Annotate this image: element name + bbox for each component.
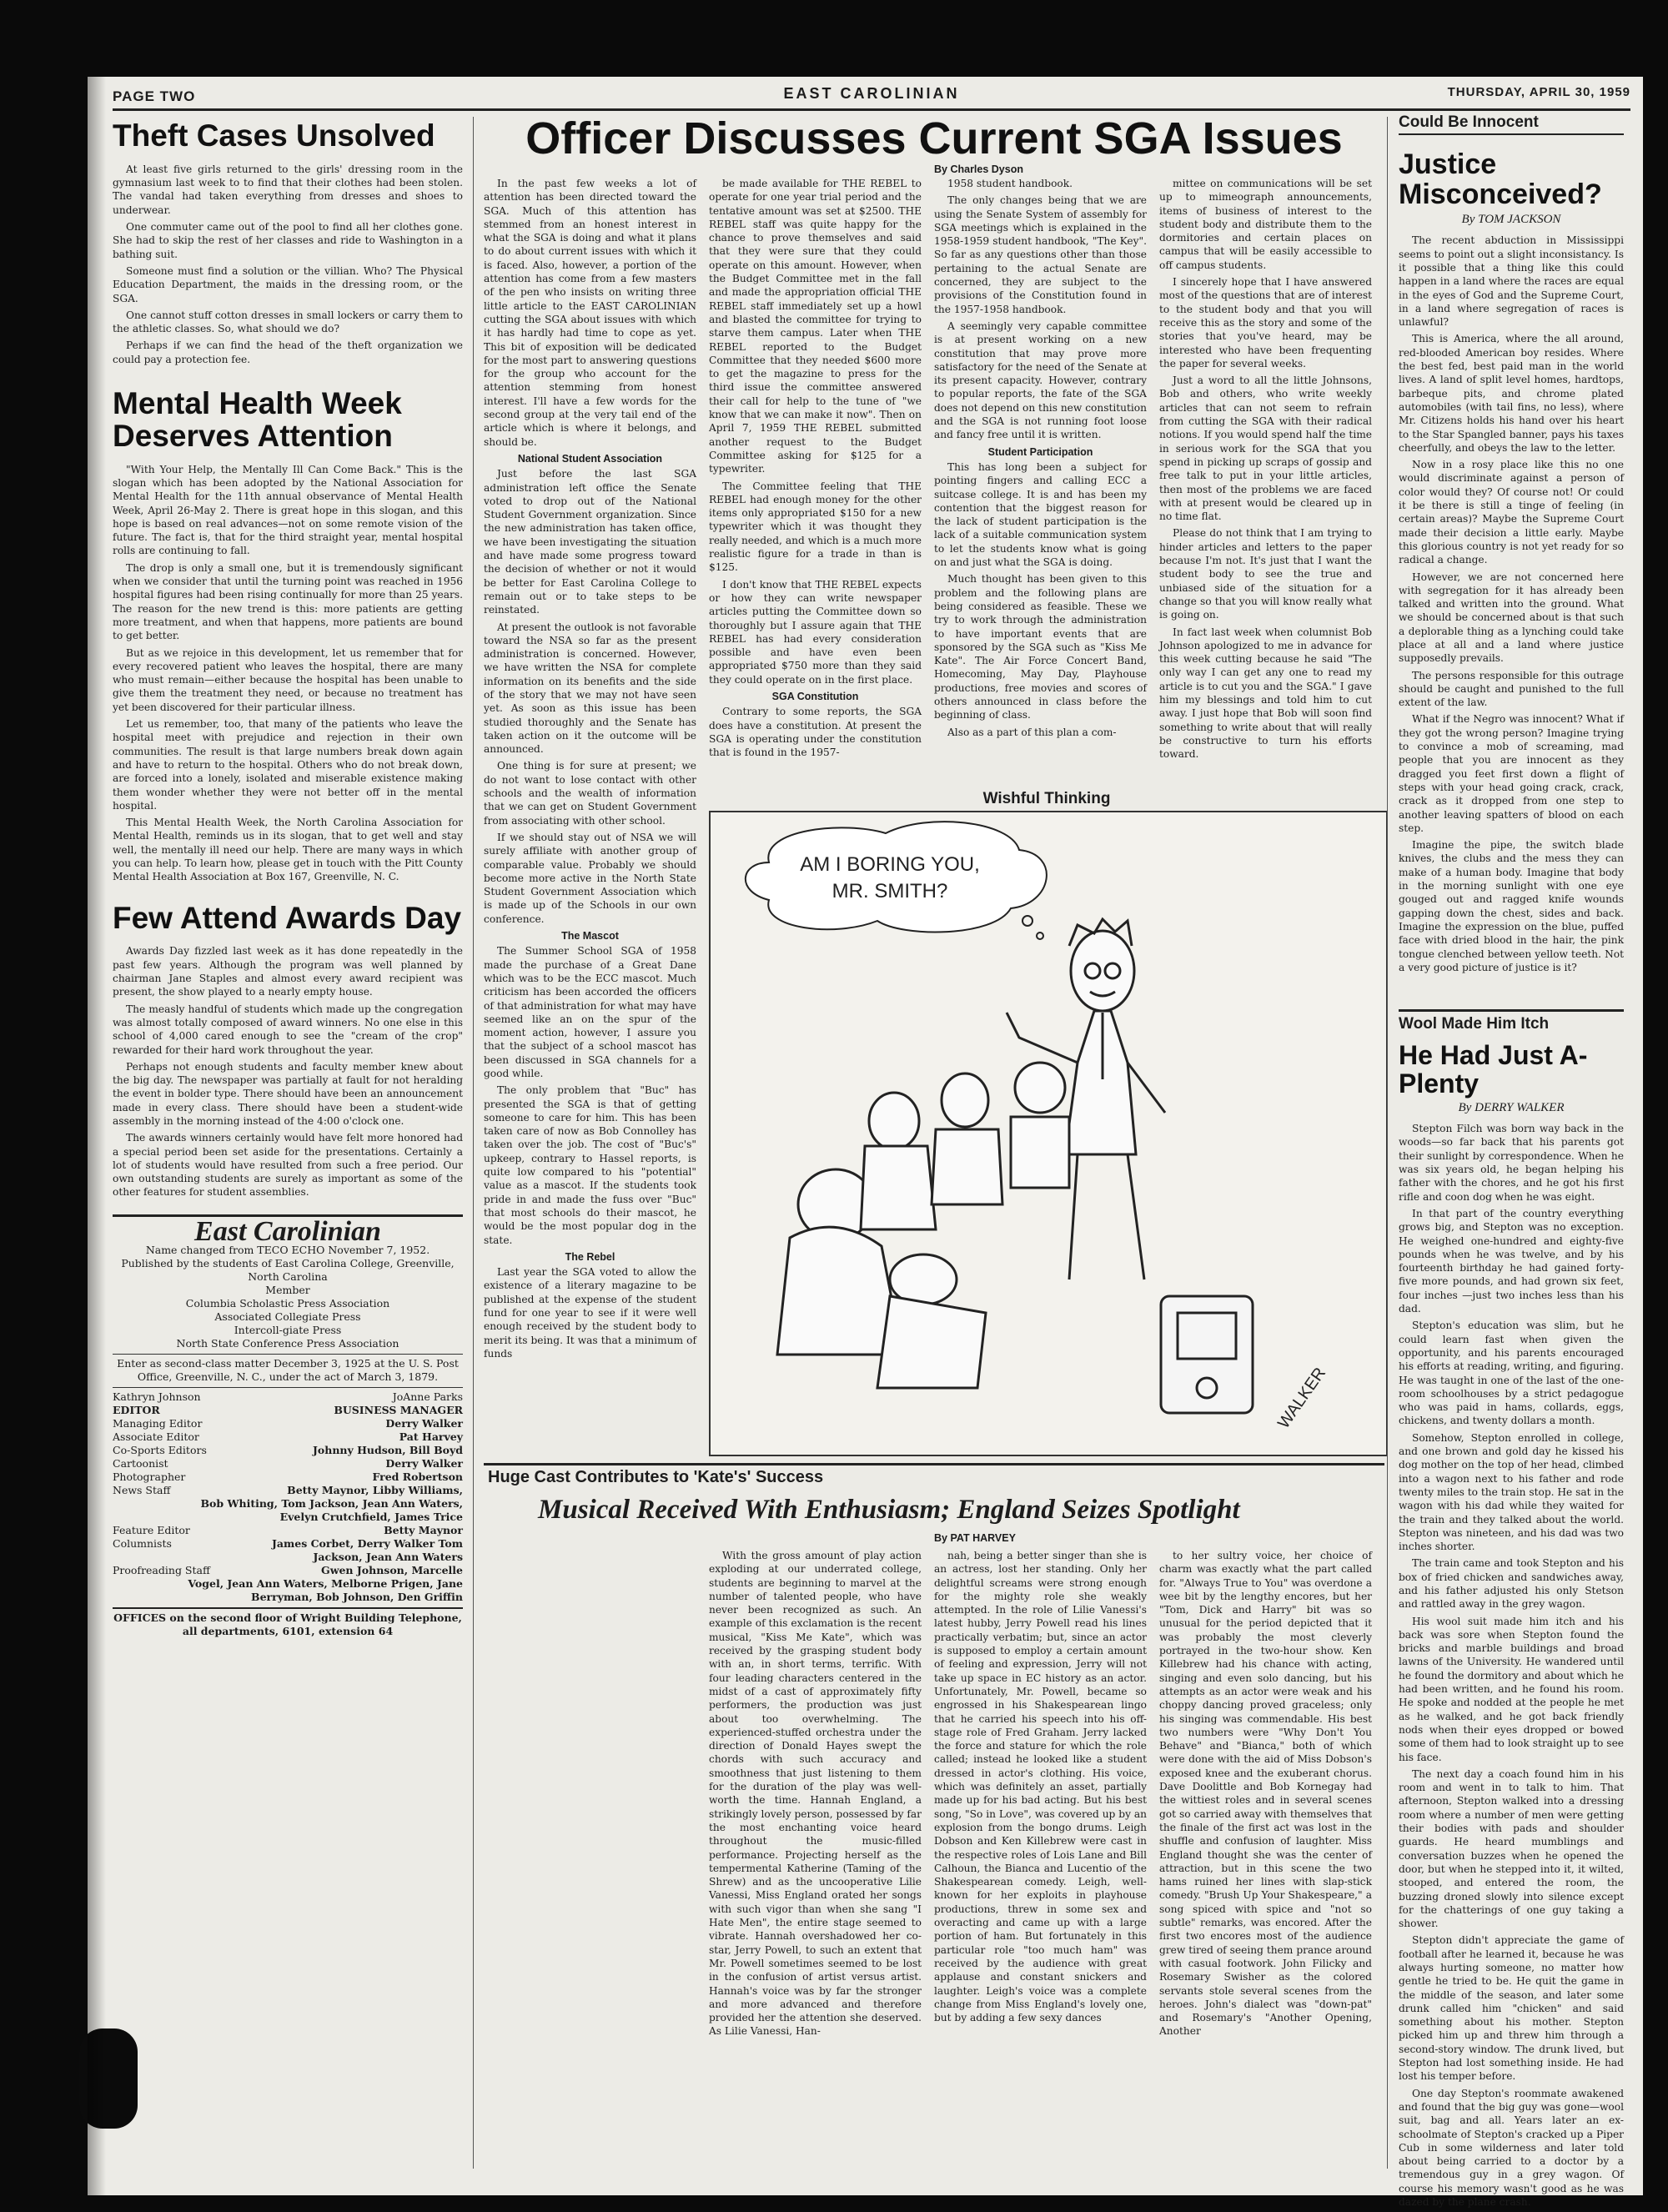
staff-row: [113, 1457, 463, 1470]
awards-para: The awards winners certainly would have felt more honored had a special period been set aside for the presentations. Certainly a lot of students would have resulted from such a free period. Our own outstanding students are surely as important as some of the other features for student assemblies.: [113, 1132, 463, 1199]
staff-name: Jackson, Jean Ann Waters: [313, 1550, 463, 1563]
staff-name: Berryman, Bob Johnson, Den Griffin: [251, 1590, 463, 1603]
justice-para: What if the Negro was innocent? What if they got the wrong person? Imagine trying to convince a mob of screaming, mad people that you are innocent as they dragged you feet first down a flight of steps with your head going crack, crack, crack as it dropped from one step to another leaving spatters of blood on each step.: [1399, 713, 1624, 834]
staff-row: [113, 1444, 463, 1457]
musical-rule: [484, 1463, 1384, 1465]
wool-para: The next day a coach found him in his room and went in to talk to him. That afternoon, Stepton walked into a dressing room where a number of men were getting their bodies with pads and shoulder guards. He heard mumblings and conversation buzzes when he opened the door, but when he stepped into it, it wilted, stooped, and entered the room, the buzzing droned slowly into silence except for the chatterings of one guy taking a shower.: [1399, 1767, 1624, 1930]
wool-kicker: Wool Made Him Itch: [1399, 1009, 1624, 1033]
mental-para: Let us remember, too, that many of the patients who leave the hospital meet with prejudice and rejection in their own communities. The result is that large numbers break down again and have to return to the hospital. Others who do not break down, are forced into a lonely, isolated and miserable existence making them wonder whether they were not better off in the mental hospital.: [113, 718, 463, 812]
justice-para: Now in a rosy place like this no one would discriminate against a person of color would they? Of course not! Or could it be there is still a tinge of feeling (in certain areas)? Maybe the Supreme Court made their decision a little early. Maybe this glorious country is not yet ready for so radical a change.: [1399, 459, 1624, 566]
staff-name: Vogel, Jean Ann Waters, Melborne Prigen, Jane: [188, 1576, 463, 1590]
staff-box-line: Published by the students of East Carolina College, Greenville, North Carolina: [121, 1256, 455, 1283]
sga-para: Much thought has been given to this problem and the following plans are being considered as feasible. These we try to work through the administration to have important events that are sponsored by the SGA such as "Kiss Me Kate". The Air Force Concert Band, Homecoming, May Day, Playhouse productions, free movies and scores of others announced in class before the beginning of class.: [934, 573, 1147, 721]
justice-para: Imagine the pipe, the switch blade knives, the clubs and the mess they can make of a human body. Imagine that body in the morning sunlight with one eye gouged out and ragged knife wounds gapping down the chest, sides and back. Imagine the expression on the blue, puffed face with dried blood in the hair, the pink tongue clenched between yellow teeth. Not a very good picture of justice is it?: [1399, 839, 1624, 973]
justice-para: The persons responsible for this outrage should be caught and punished to the full extent of the law.: [1399, 669, 1624, 709]
editor-name: Kathryn Johnson: [113, 1390, 201, 1403]
staff-box-line: North State Conference Press Association: [176, 1336, 399, 1350]
staff-role: Photographer: [113, 1470, 186, 1483]
staff-role: Feature Editor: [113, 1523, 190, 1536]
column-divider: [1387, 117, 1388, 2169]
awards-headline: Few Attend Awards Day: [113, 900, 462, 935]
staff-role: News Staff: [113, 1483, 171, 1496]
theft-headline: Theft Cases Unsolved: [113, 118, 435, 153]
wool-byline: By DERRY WALKER: [1458, 1101, 1565, 1115]
justice-headline: Justice Misconceived?: [1399, 148, 1602, 210]
cartoon-panel: [709, 811, 1388, 1456]
staff-name: Johnny Hudson, Bill Boyd: [312, 1443, 463, 1456]
staff-box-line: Name changed from TECO ECHO November 7, 1952.: [145, 1243, 430, 1256]
staff-name: Derry Walker: [385, 1416, 463, 1430]
staff-row: [113, 1524, 463, 1537]
issue-date: THURSDAY, APRIL 30, 1959: [1447, 85, 1630, 99]
theft-para: At least five girls returned to the girls' dressing room in the gymnasium last week to to find that their clothes had been stolen. The vandal had taken everything from dresses and shoes to underwear.: [113, 163, 463, 216]
staff-name: Betty Maynor: [384, 1523, 463, 1536]
theft-para: One commuter came out of the pool to find all her clothes gone. She had to skip the rest of her classes and ride to Washington in a bathing suit.: [113, 221, 463, 260]
staff-row: [113, 1497, 463, 1511]
theft-para: One cannot stuff cotton dresses in small lockers or carry them to the athletic classes. So, what should we do?: [113, 309, 463, 335]
awards-para: Perhaps not enough students and faculty member knew about the big day. The newspaper was partially at fault for not heralding the event in bolder type. There should have been an announcement made in every class. There should have been a student-wide assembly in the morning instead of the 4:00 o'clock one.: [113, 1060, 463, 1127]
staff-box-line: Intercoll-giate Press: [234, 1323, 342, 1336]
staff-name: Evelyn Crutchfield, James Trice: [279, 1510, 463, 1523]
staff-row: [113, 1591, 463, 1604]
staff-name: Betty Maynor, Libby Williams,: [287, 1483, 463, 1496]
sga-column-2: [709, 177, 922, 819]
students-group: [777, 1063, 1069, 1388]
sga-para: One thing is for sure at present; we do not want to lose contact with other schools and the wealth of information that we can get on Student Government from associating with other school.: [484, 760, 696, 827]
staff-role: Cartoonist: [113, 1456, 168, 1470]
musical-column-3: [1159, 1549, 1372, 2191]
speech-bubble: [746, 822, 1047, 932]
wool-para: Somehow, Stepton enrolled in college, and one brown and gold day he kissed his dog mother on the top of her head, climbed into a wagon next to his father and rode twenty miles to the train stop. He sat in the wagon with his dad while they waited for the train and they talked about the world. Stepton was nineteen, and his dad was two inches shorter.: [1399, 1431, 1624, 1553]
wool-para: Stepton Filch was born way back in the woods—so far back that his parents got their sunlight by correspondence. When he was six years old, he began helping his father with the chores, and he got his first rifle and coon dog when he was eight.: [1399, 1123, 1624, 1203]
justice-para: The recent abduction in Mississippi seems to point out a slight inconsistancy. Is it possible that a thing like this could happen in a land where the races are equal in the eyes of God and the Supreme Court, in a land where segregation of races is unlawful?: [1399, 234, 1624, 329]
musical-kicker: Huge Cast Contributes to 'Kate's' Success: [488, 1468, 824, 1486]
sga-para: I don't know that THE REBEL expects or how they can write newspaper articles putting the Committee down so thoroughly but I assure again that THE REBEL has had every consideration possible and have even been appropriated $750 more than they said they could operate on in the first place.: [709, 578, 922, 686]
sga-headline: Officer Discusses Current SGA Issues: [525, 113, 1343, 163]
sga-para: At present the outlook is not favorable toward the NSA so far as the present administration is concerned. However, we have written the NSA for complete information on its benefits and the side of the story that we may not have seen yet. As soon as this issue has been studied thoroughly and the Senate has taken action on it the outcome will be announced.: [484, 621, 696, 756]
wool-headline: He Had Just A-Plenty: [1399, 1040, 1588, 1098]
awards-para: Awards Day fizzled last week as it has done repeatedly in the past few years. Although the program was well planned by chairman Jane Staples and almost every award recipient was present, the show played to a nearly empty house.: [113, 945, 463, 998]
mental-headline: Mental Health Week Deserves Attention: [113, 386, 402, 453]
musical-byline: By PAT HARVEY: [934, 1532, 1016, 1544]
page-edge-shadow: [88, 77, 106, 2195]
musical-text: With the gross amount of play action exploding at our underrated college, students are beginning to marvel at the number of talented people, who have never been recognized as such. An example of this exclamation is the recent musical, "Kiss Me Kate", which was received by the grasping student body with an, in short terms, terrific. With four leading characters centered in the midst of a cast of approximately fifty performers, the production was just about too overwhelming. The experienced-stuffed orchestra under the direction of Donald Hayes swept the chords with such accuracy and smoothness that just listening to them for the duration of the play was well-worth the time. Hannah England, a strikingly lovely person, possessed by far the most enchanting voice heard throughout the music-filled performance. Projecting herself as the tempermental Katherine (Taming of the Shrew) and as the uncooperative Lilie Vanessi, Miss England orated her songs with such vigor than when she sang "I Hate Men", the entire stage seemed to vibrate. Hannah overshadowed her co-star, Jerry Powell, to such an extent that Mr. Powell sometimes seemed to be lost in the confusion of artist versus artist. Hannah's voice was by far the stronger and more advanced and therefore provided her the attention she deserved. As Lilie Vanessi, Han-: [709, 1550, 922, 2038]
staff-box-line: Columbia Scholastic Press Association: [185, 1296, 390, 1310]
speech-text-line2: MR. SMITH?: [831, 880, 948, 902]
staff-name: Pat Harvey: [399, 1430, 463, 1443]
header-rule: [113, 108, 1630, 111]
radio-box: [1161, 1296, 1253, 1413]
sga-para: I sincerely hope that I have answered most of the questions that are of interest to the student body and that you will receive this as the story and some of the stories that you've heard, may be interested who have been frequenting the paper for several weeks.: [1159, 276, 1372, 370]
page-header: [113, 85, 1630, 107]
sga-column-4: [1159, 177, 1372, 819]
sga-para: Last year the SGA voted to allow the existence of a literary magazine to be published at the expense of the student fund for one year to see if it were well enough received by the student body to merit its being. It was that a minimum of funds: [484, 1266, 696, 1360]
wool-para: One day Stepton's roommate awakened and found that the big guy was gone—wool suit, bag and all. Years later an ex-schoolmate of Stepton's cracked up a Piper Cub in some wilderness and later told about being carried to a doctor by a tremendous guy in a grey wagon. Of course his memory wasn't good as he was dazed by the plane crash.: [1399, 2087, 1624, 2209]
staff-row: [113, 1511, 463, 1524]
staff-row: [113, 1577, 463, 1591]
wool-para: His wool suit made him itch and his back was sore when Stepton found the bricks and marble buildings and broad lawns of the University. He wandered until he found the dormitory and about which he had been written, and he found his room. He spoke and nodded at the people he met as he walked, and he got back friendly nods when their eyes dropped or bowed some of them had to look straight up to see his face.: [1399, 1615, 1624, 1763]
sga-para: The only changes being that we are using the Senate System of assembly for SGA meetings which is explained in the 1958-1959 student handbook, "The Key". So far as any questions other than those pertaining to the actual Senate are concerned, they are subject to the provisions of the Constitution found in the 1957-1958 handbook.: [934, 194, 1147, 315]
sga-para: The Summer School SGA of 1958 made the purchase of a Great Dane which was to be the ECC mascot. Much criticism has been accorded the officers of that administration for what may have seemed like an on the spur of the moment action, however, I assure you that the subject of a school mascot has been discussed in SGA channels for a good while.: [484, 945, 696, 1079]
staff-role: Co-Sports Editors: [113, 1443, 207, 1456]
staff-name: Derry Walker: [385, 1456, 463, 1470]
staff-row: [113, 1484, 463, 1497]
cartoon-signature: WALKER: [1274, 1364, 1330, 1432]
sga-byline: By Charles Dyson: [934, 163, 1023, 175]
editor-title: EDITOR: [113, 1403, 160, 1416]
sga-column-1: [484, 177, 696, 1482]
sga-para: Just a word to all the little Johnsons, Bob and others, who write weekly articles that can not seem to refrain from cutting the SGA with their radical notions. If you would spend half the time in serious work for the SGA that you spend in picking up scraps of gossip and free talk to put in your little articles, then most of the problems we are faced with at present would be cleared up in no time flat.: [1159, 375, 1372, 523]
sga-para: In the past few weeks a lot of attention has been directed toward the SGA. Much of this attention has stemmed from an honest interest in what the SGA is doing and what it plans to do about current issues with which it is faced. Also, however, a portion of the attention has come from a few masters of the pen who insists on writing three little article to the EAST CAROLINIAN cutting the SGA about issues with which it has hardly had time to cope as yet. This bit of exposition will be dedicated for the most part to answering questions for the group who account for the attention stemming from honest interest. I'll have a few words for the second group at the very tail end of the article which is where it belongs, and should be.: [484, 178, 696, 448]
sga-subhead: The Mascot: [561, 930, 619, 943]
staff-role: Managing Editor: [113, 1416, 203, 1430]
wool-body: [1399, 1122, 1624, 2209]
staff-box-line: Member: [265, 1283, 310, 1296]
sga-para: The Committee feeling that THE REBEL had enough money for the other items only appropriated $150 for a new typewriter which it was thought they really needed, and which is a much more realistic figure for a trade in than is $125.: [709, 480, 922, 574]
staff-name: James Corbet, Derry Walker Tom: [272, 1536, 463, 1550]
page-label: PAGE TWO: [113, 88, 196, 104]
justice-para: This is America, where the all around, red-blooded American boy resides. Where the best fed, best paid man in the world lives. A land of split level homes, hardtops, barbeque pits, and chrome plated automobiles (with tail fins, no less), where Mr. Citizens holds his hand over his heart to the Star Spangled banner, pays his taxes cheerfully, and obeys the law to the letter.: [1399, 333, 1624, 454]
sga-subhead: National Student Association: [517, 452, 663, 465]
justice-kicker: Could Be Innocent: [1399, 113, 1624, 135]
sga-para: Please do not think that I am trying to hinder articles and letters to the paper because I'm not. It's just that I want the student body to see the true and unbiased side of the situation for a change so that you will know really what is going on.: [1159, 527, 1372, 621]
staff-box-line: Associated Collegiate Press: [214, 1310, 361, 1323]
wool-para: In that part of the country everything grows big, and Stepton was no exception. He weighed one-hundred and eighty-five pounds when he was twelve, and by his fourteenth birthday he had gained forty-five more pounds, and had grown six feet, four inches —just two inches less than his dad.: [1399, 1207, 1624, 1315]
justice-article: [1399, 234, 1624, 974]
sga-para: be made available for THE REBEL to operate for one year trial period and the tentative amount was set at $2500. THE REBEL staff was quite happy for the chance to prove themselves and said that they were sure that they could operate on this amount. However, when the Budget Committee met in the fall and made the appropriation official THE REBEL staff immediately set up a howl and blasted the committee for trying to starve them campus. Later when THE REBEL reported to the Budget Committee that they needed $600 more to get the magazine to press for the third issue the committee answered their call for help to the tune of "we know that we can make it now". Then on April 7, 1959 THE REBEL submitted another request to the Budget Committee asking for $125 for a typewriter.: [709, 178, 922, 475]
sga-para: This has long been a subject for pointing fingers and calling ECC a suitcase college. It is and has been my contention that the biggest reason for the lack of student participation is the lack of a suitable communication system to let the students know what is going on and just what the SGA is doing.: [934, 460, 1147, 569]
staff-role: Associate Editor: [113, 1430, 199, 1443]
speech-text-line1: AM I BORING YOU,: [800, 853, 980, 876]
wool-para: Stepton's education was slim, but he could learn fast when given the opportunity, and his parents encouraged his efforts at reading, writing, and figuring. He was taught in one of the last of the one-room schoolhouses by a strict pedagogue who was paid in hams, collards, eggs, chickens, and twenty dollars a month.: [1399, 1320, 1624, 1427]
mental-para: But as we rejoice in this development, let us remember that for every recovered patient who leaves the hospital, there are many who must remain—either because the hospital has been unable to give them the treatment they need, or because no treatment has yet been discovered for their particular illness.: [113, 646, 463, 713]
awards-article: [113, 944, 463, 1199]
sga-para: Also as a part of this plan a com-: [947, 726, 1117, 738]
wool-article: [1399, 1009, 1624, 2209]
staff-box-title: East Carolinian: [194, 1215, 381, 1247]
justice-para: However, we are not concerned here with segregation for it has already been talked and written into the ground. What we should be concerned about is that such a deplorable thing as a lynching could take place at all and a land where justice supposedly prevails.: [1399, 571, 1624, 665]
staff-row: [113, 1417, 463, 1430]
sga-subhead: The Rebel: [565, 1250, 615, 1263]
sga-subhead: SGA Constitution: [771, 690, 859, 702]
sga-para: The only problem that "Buc" has presented the SGA is that of getting someone to care for him. This has been taken care of now as Bob Connolley has taken over the job. The cost of "Buc's" upkeep, contrary to Hassel reports, is quite low compared to his "potential" value as a mascot. If the students took pride in and made the fuss over "Buc" that most schools do their mascot, he would be the most popular dog in the state.: [484, 1084, 696, 1246]
column-divider: [473, 117, 474, 2169]
sga-subhead: Student Participation: [987, 445, 1093, 458]
sga-para: If we should stay out of NSA we will surely affiliate with another group of comparable value. Probably we should become more active in the North State Student Government Association which is made up of the Schools in our own conference.: [484, 831, 696, 925]
sga-para: Contrary to some reports, the SGA does have a constitution. At present the SGA is operating under the constitution that is found in the 1957-: [709, 706, 922, 759]
sga-column-3: [934, 177, 1147, 819]
staff-name: Gwen Johnson, Marcelle: [321, 1563, 463, 1576]
staff-name: Bob Whiting, Tom Jackson, Jean Ann Waters,: [200, 1496, 463, 1510]
sga-para: Just before the last SGA administration left office the Senate voted to drop out of the National Student Government organization. Since the new administration has taken office, we have been investigating the situation and have made some progress toward the decision of whether or not it would be better for East Carolina College to remain out or to take steps to be reinstated.: [484, 468, 696, 616]
justice-byline: By TOM JACKSON: [1461, 213, 1561, 227]
awards-para: The measly handful of students which made up the congregation was almost totally composed of award winners. No one else in this school of 4,000 cared enough to see the "cream of the crop" rewarded for their hard work throughout the year.: [113, 1003, 463, 1056]
sga-para: In fact last week when columnist Bob Johnson apologized to me in advance for this week cutting because he said "The only way I can get any one to read my article is to cut you and the SGA." I gave him my blessings and told him to cut away. I just hope that Bob will soon find something to write about that will really be constructive to turn his efforts toward.: [1159, 626, 1372, 761]
musical-text: to her sultry voice, her choice of charm was exactly what the part called for. "Always True to You" was overdone a wee bit by the lengthy encores, but her "Tom, Dick and Harry" bit was so unusual for the period depicted that it was probably the most cleverly portrayed in the two-hour show. Ken Killebrew had his chance with acting, singing and even solo dancing, but his attempts as an actor were weak and his choppy dancing proved graceless; only his singing was commendable. His best two numbers were "Why Don't You Behave" and "Bianca," both of which were done with the aid of Miss Dobson's exposed knee and the exuberant chorus. Dave Doolittle and Bob Kornegay had the wittiest roles and in several scenes got so carried away with themselves that the finale of the first act was lost in the shuffle and confusion of laughter. Miss England thought she was the center of attraction, but in this scene the two hams ruined her lines with slap-stick comedy. "Brush Up Your Shakespeare," a song spiced with spice and "not so subtle" remarks, was encored. After the first two encores most of the audience grew tired of seeing them prance around with casual footwork. John Filicky and Rosemary Swisher as the colored servants stole several scenes from the heroes. John's dialect was "down-pat" and Rosemary's "Another Opening, Another: [1159, 1550, 1372, 2038]
mental-para: This Mental Health Week, the North Carolina Association for Mental Health, reminds us in its slogan, that to get well and stay well, the mentally ill need our help. There are many ways in which you can help. To learn how, please get in touch with the Pitt County Mental Health Association at Box 167, Greenville, N. C.: [113, 817, 463, 883]
staff-box-line: Enter as second-class matter December 3, 1925 at the U. S. Post Office, Greenville, N. C., under the act of March 3, 1879.: [113, 1354, 463, 1384]
cartoon-title: Wishful Thinking: [982, 790, 1111, 807]
newspaper-page: [88, 77, 1643, 2209]
sga-para: mittee on communications will be set up to mimeograph announcements, items of business of interest to the student body and distribute them to the dormitories and certain places on campus that will be easily accessible to off campus students.: [1159, 178, 1372, 271]
staff-name: Fred Robertson: [372, 1470, 463, 1483]
staff-row: [113, 1470, 463, 1484]
left-editorial-column: [113, 117, 463, 2177]
staff-role: Proofreading Staff: [113, 1563, 210, 1576]
theft-article: [113, 163, 463, 366]
paper-name: EAST CAROLINIAN: [783, 85, 960, 102]
musical-headline: Musical Received With Enthusiasm; England Seizes Spotlight: [538, 1495, 1240, 1525]
musical-text: nah, being a better singer than she is an actress, lost her standing. Only her delightful screams were strong enough for the mighty role she weakly attempted. In the role of Lilie Vanessi's latest hubby, Jerry Powell read his lines practically verbatim; but, since an actor is supposed to employ a certain amount of feeling and expression, Jerry will not take up space in EC history as an actor. Unfortunately, Mr. Powell, became so engrossed in his Shakespearean lingo that he carried his speech into his off-stage role of Fred Graham. Jerry lacked the force and stature for which the role called; instead he looked like a student dressed in actor's clothing. His voice, which was definitely an asset, partially made up for his bad acting. But his best song, "So in Love", was covered up by an explosion from the bongo drums. Leigh Dobson and Ken Killebrew were cast in the respective roles of Lois Lane and Bill Calhoun, the Bianca and Lucentio of the Shakespearean comedy. Leigh, well-known for her exploits in playhouse productions, threw in some sex and overacting and came up with a large portion of ham. But fortunately in this particular role "too much ham" was received by the audience with great applause and constant snickers and laughter. Leigh's voice was a complete change from Miss England's lovely one, but by adding a few sexy dances: [934, 1550, 1147, 2024]
sga-para: 1958 student handbook.: [947, 178, 1073, 189]
staff-row: [113, 1430, 463, 1444]
theft-para: Someone must find a solution or the villian. Who? The Physical Education Department, the maids in the dressing room, or the SGA.: [113, 264, 463, 304]
business-manager-title: BUSINESS MANAGER: [334, 1403, 463, 1416]
mental-para: "With Your Help, the Mentally Ill Can Come Back." This is the slogan which has been adopted by the National Association for Mental Health for the 11th annual observance of Mental Health Week, April 26-May 2. There is great hope in this slogan, and this hope is based on real advances—not on some remote vision of the future. The fact is, that for the third straight year, mental hospital rolls are continuing to fall.: [113, 463, 463, 557]
mental-article: [113, 463, 463, 884]
staff-row: [113, 1551, 463, 1564]
musical-column-2: [934, 1549, 1147, 2191]
staff-row: [113, 1537, 463, 1551]
business-manager-name: JoAnne Parks: [392, 1390, 463, 1403]
wool-para: The train came and took Stepton and his box of fried chicken and sandwiches away, and his father adjusted his only Stetson and rattled away in the grey wagon.: [1399, 1557, 1624, 1611]
cartoon-drawing: [711, 812, 1386, 1455]
staff-row: [113, 1564, 463, 1577]
editor-row: [113, 1387, 463, 1404]
mental-para: The drop is only a small one, but it is tremendously significant when we consider that until the turning point was reached in 1956 hospital figures had been rising continually for more than 25 years. The reason for the new trend is this: more patients are getting more treatment, and when that happens, more patients are bound to get better.: [113, 561, 463, 642]
wool-para: Stepton didn't appreciate the game of football after he learned it, because he was always hurting someone, no matter how gentle he tried to be. He quit the game in the middle of the season, and later some drunk called him "chicken" and said something about his mother. Stepton picked him up and threw him through a second-story window. The drunk lived, but Stepton had lost something inside. He had lost his temper before.: [1399, 1934, 1624, 2083]
staff-box: [113, 1214, 463, 1638]
offices-line: OFFICES on the second floor of Wright Building Telephone, all departments, 6101, extension 64: [113, 1607, 463, 1638]
editor-title-row: [113, 1404, 463, 1417]
staff-list: [113, 1417, 463, 1604]
sga-para: A seemingly very capable committee is at present working on a new constitution that may prove more satisfactory for the need of the Senate at its present capacity. However, contrary to popular reports, the fate of the SGA does not depend on this new constitution and the SGA is not running foot loose and fancy free until it is written.: [934, 319, 1147, 441]
theft-para: Perhaps if we can find the head of the theft organization we could pay a protection fee.: [113, 339, 463, 365]
staff-role: Columnists: [113, 1536, 172, 1550]
musical-column-1: [709, 1549, 922, 2191]
